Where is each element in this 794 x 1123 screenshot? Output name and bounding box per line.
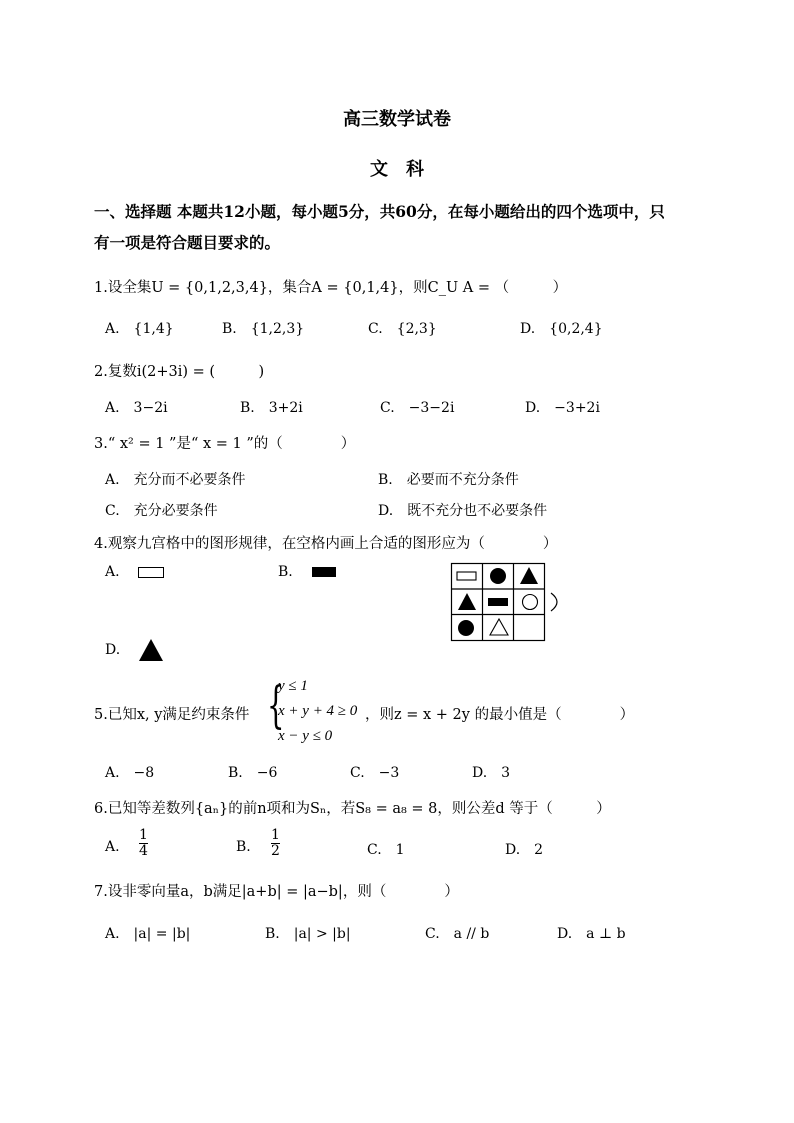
- q5-option-b: B. −6: [228, 765, 278, 781]
- q3-option-b: B. 必要而不充分条件: [378, 472, 519, 488]
- page-title: 高三数学试卷: [343, 109, 451, 130]
- q4-filled-triangle-shape: [138, 638, 164, 662]
- question-3: 3.“ x² = 1 ”是“ x = 1 ”的（ ）: [94, 436, 356, 452]
- q6-fraction-b-numerator: 1: [271, 827, 280, 843]
- q6-option-b: B.: [236, 839, 251, 855]
- question-5-suffix: ，则z = x + 2y 的最小值是（ ）: [365, 707, 635, 723]
- q1-option-d: D. {0,2,4}: [520, 321, 603, 337]
- question-6: 6.已知等差数列{aₙ}的前n项和为Sₙ，若S₈ = a₈ = 8，则公差d 等于（ ）: [94, 801, 611, 817]
- q1-option-b: B. {1,2,3}: [222, 321, 305, 337]
- q4-option-d: D.: [105, 642, 121, 658]
- q2-option-b: B. 3+2i: [240, 400, 303, 416]
- q6-fraction-b-denominator: 2: [271, 843, 280, 859]
- section-heading-line2: 有一项是符合题目要求的。: [94, 233, 281, 252]
- q1-option-c: C. {2,3}: [368, 321, 437, 337]
- constraint-3: x − y ≤ 0: [278, 728, 333, 744]
- q7-option-a: A. |a| = |b|: [105, 926, 191, 942]
- q4-outline-rect-shape: [138, 567, 164, 578]
- q5-option-a: A. −8: [105, 765, 155, 781]
- q6-fraction-a-numerator: 1: [139, 827, 148, 843]
- question-1: 1.设全集U = {0,1,2,3,4}，集合A = {0,1,4}，则C_U A = （ ）: [94, 280, 568, 296]
- q6-option-d: D. 2: [505, 842, 544, 858]
- q1-option-a: A. {1,4}: [105, 321, 174, 337]
- question-2: 2.复数i(2+3i) = ( ): [94, 364, 265, 380]
- q6-fraction-a: [139, 828, 148, 859]
- constraint-1: y ≤ 1: [278, 678, 308, 694]
- q7-option-d: D. a ⊥ b: [557, 926, 626, 942]
- q6-option-c: C. 1: [367, 842, 405, 858]
- question-7: 7.设非零向量a，b满足|a+b| = |a−b|，则（ ）: [94, 884, 459, 900]
- q5-option-c: C. −3: [350, 765, 400, 781]
- q2-option-a: A. 3−2i: [105, 400, 168, 416]
- constraint-brace: {: [267, 676, 285, 734]
- q3-option-d: D. 既不充分也不必要条件: [378, 503, 548, 519]
- q3-option-a: A. 充分而不必要条件: [105, 472, 246, 488]
- q5-option-d: D. 3: [472, 765, 511, 781]
- q4-option-b: B.: [278, 564, 293, 580]
- q7-option-b: B. |a| > |b|: [265, 926, 351, 942]
- q2-option-d: D. −3+2i: [525, 400, 600, 416]
- q4-filled-rect-shape: [312, 567, 336, 577]
- q7-option-c: C. a // b: [425, 926, 490, 942]
- page-subtitle: 文 科: [370, 159, 424, 180]
- constraint-2: x + y + 4 ≥ 0: [278, 703, 358, 719]
- question-5-prefix: 5.已知x, y满足约束条件: [94, 707, 250, 723]
- q4-option-a: A.: [105, 564, 120, 580]
- section-heading-line1: 一、选择题 本题共12小题，每小题5分，共60分，在每小题给出的四个选项中，只: [94, 202, 665, 221]
- q3-option-c: C. 充分必要条件: [105, 503, 218, 519]
- q6-fraction-b: [271, 828, 280, 859]
- q6-option-a: A.: [105, 839, 120, 855]
- nine-grid-figure: [451, 563, 581, 643]
- q2-option-c: C. −3−2i: [380, 400, 455, 416]
- q6-fraction-a-denominator: 4: [139, 843, 148, 859]
- question-4: 4.观察九宫格中的图形规律，在空格内画上合适的图形应为（ ）: [94, 536, 558, 552]
